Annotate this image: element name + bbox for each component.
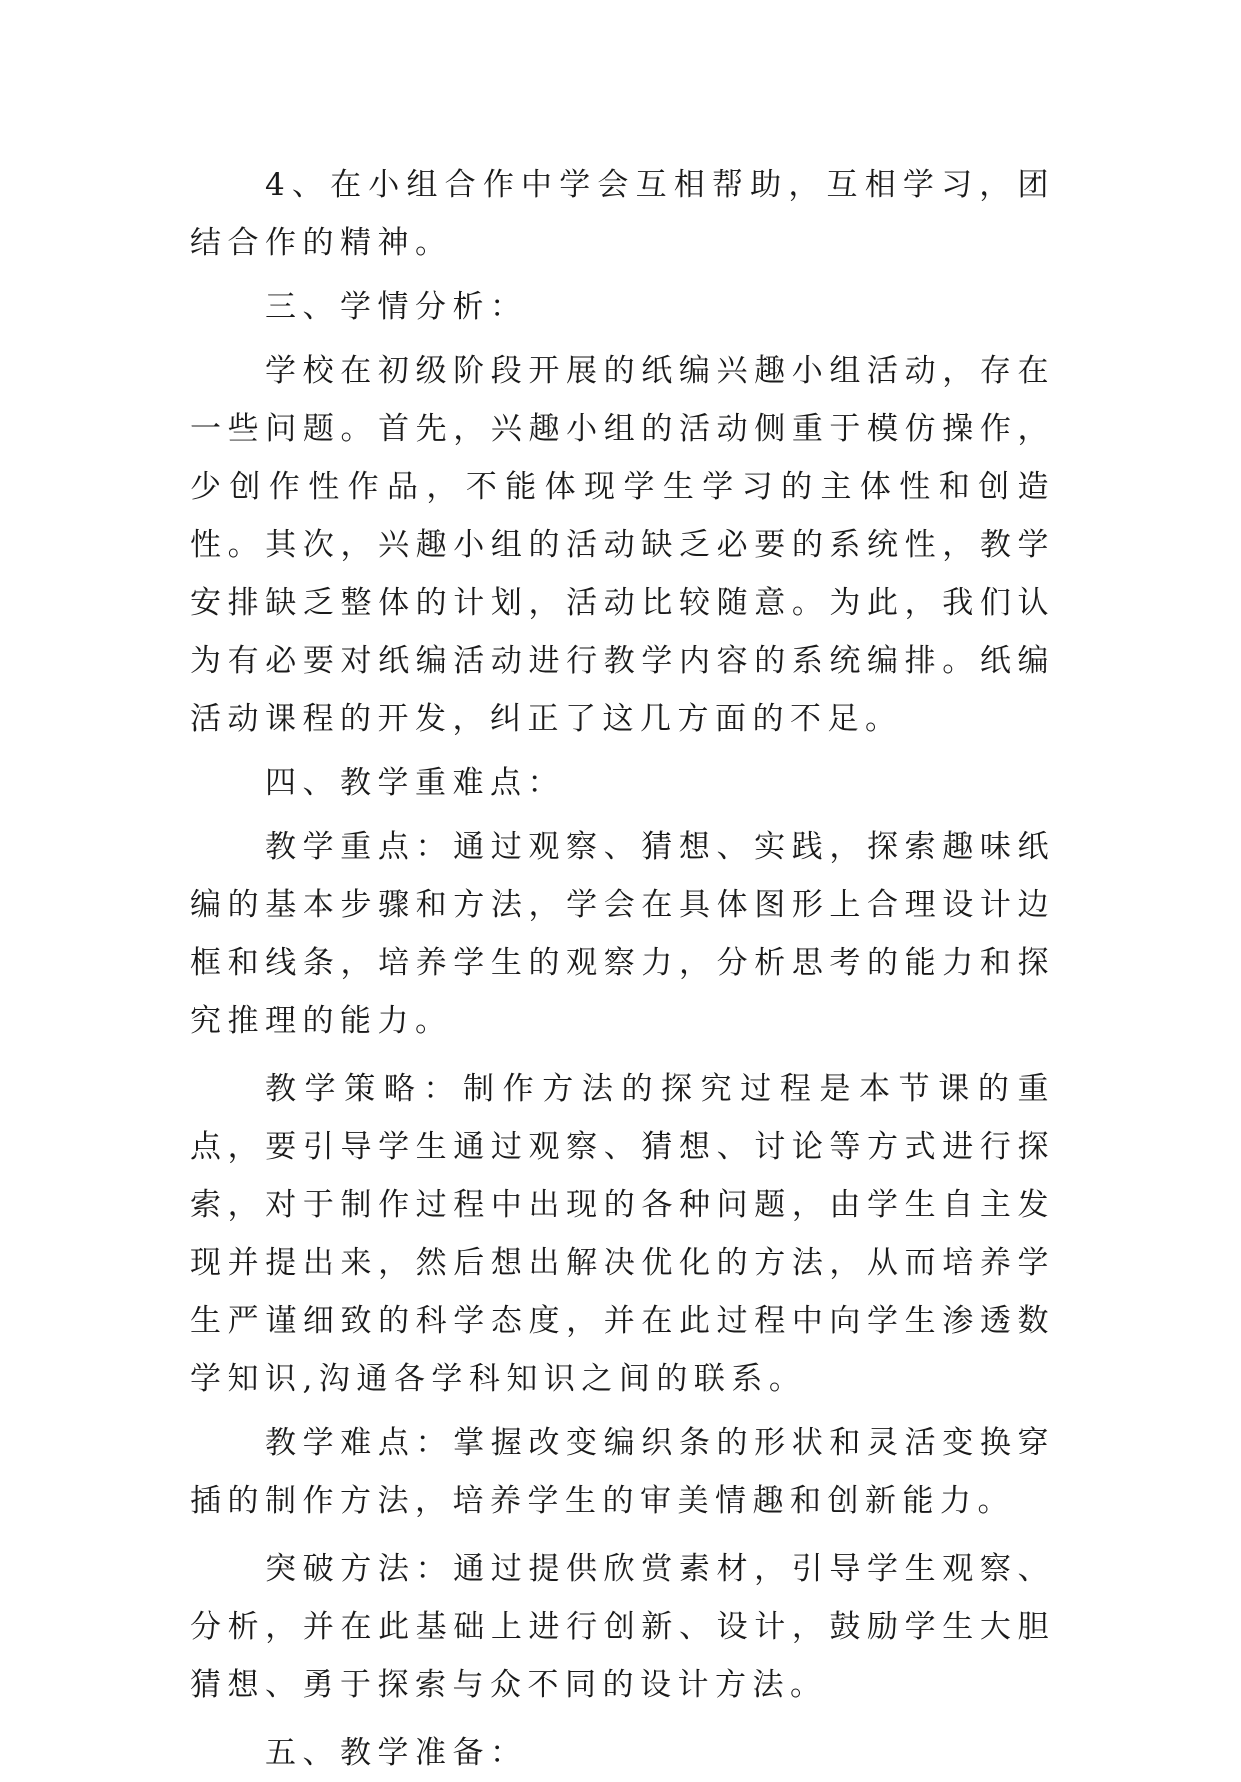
paragraph-breakthrough-method: 突破方法：通过提供欣赏素材，引导学生观察、分析，并在此基础上进行创新、设计，鼓励学生大胆猜想、勇于探索与众不同的设计方法。 [190, 1551, 1055, 1703]
heading-student-analysis: 三、学情分析： [265, 289, 528, 325]
paragraph-student-analysis: 学校在初级阶段开展的纸编兴趣小组活动，存在一些问题。首先，兴趣小组的活动侧重于模仿操作，少创作性作品，不能体现学生学习的主体性和创造性。其次，兴趣小组的活动缺乏必要的系统性，教学安排缺乏整体的计划，活动比较随意。为此，我们认为有必要对纸编活动进行教学内容的系统编排。纸编活动课程的开发，纠正了这几方面的不足。 [190, 353, 1055, 737]
paragraph-teaching-focus: 教学重点：通过观察、猜想、实践，探索趣味纸编的基本步骤和方法，学会在具体图形上合理设计边框和线条，培养学生的观察力，分析思考的能力和探究推理的能力。 [190, 829, 1055, 1039]
paragraph-teaching-strategy: 教学策略：制作方法的探究过程是本节课的重点，要引导学生通过观察、猜想、讨论等方式进行探索，对于制作过程中出现的各种问题，由学生自主发现并提出来，然后想出解决优化的方法，从而培养学生严谨细致的科学态度，并在此过程中向学生渗透数学知识,沟通各学科知识之间的联系。 [190, 1071, 1055, 1397]
heading-teaching-preparation: 五、教学准备： [265, 1735, 528, 1771]
paragraph-teaching-difficulty: 教学难点：掌握改变编织条的形状和灵活变换穿插的制作方法，培养学生的审美情趣和创新能力。 [190, 1425, 1055, 1519]
heading-key-difficult-points: 四、教学重难点： [265, 765, 565, 801]
paragraph-objective-4: 4、在小组合作中学会互相帮助，互相学习，团结合作的精神。 [190, 167, 1055, 261]
document-body [190, 156, 1055, 1782]
